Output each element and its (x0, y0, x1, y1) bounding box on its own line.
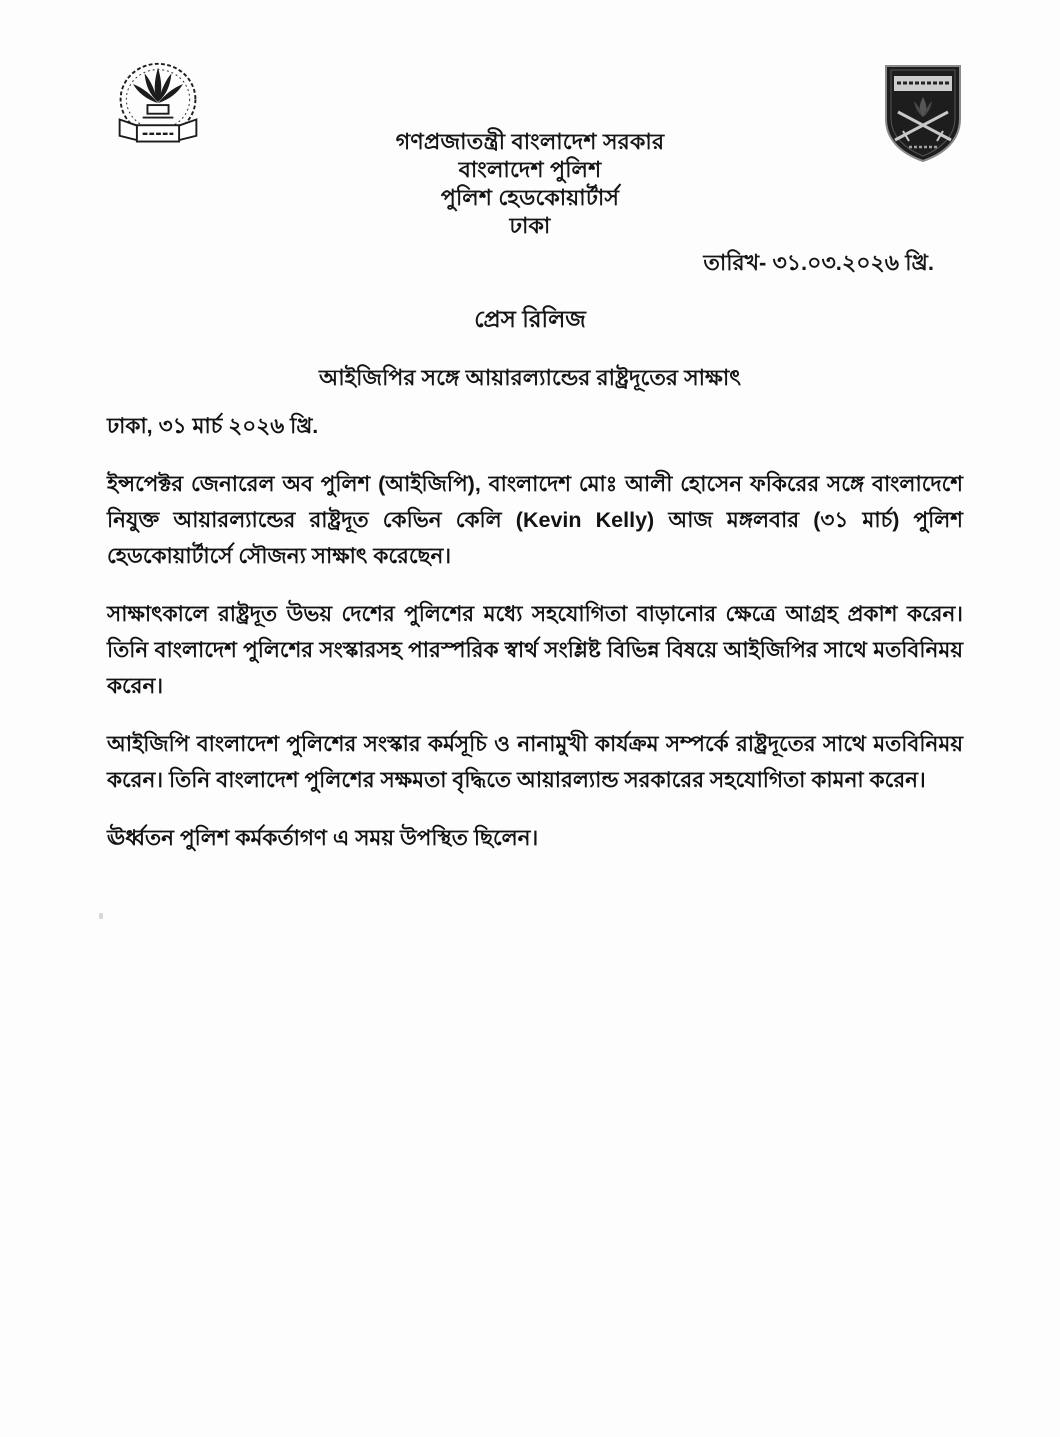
letterhead-line-organization: বাংলাদেশ পুলিশ (458, 157, 602, 182)
press-release-subtitle: আইজিপির সঙ্গে আয়ারল্যান্ডের রাষ্ট্রদূতের সাক্ষাৎ (319, 365, 741, 390)
letterhead-line-government: গণপ্রজাতন্ত্রী বাংলাদেশ সরকার (395, 129, 665, 154)
body-paragraph: সাক্ষাৎকালে রাষ্ট্রদূত উভয় দেশের পুলিশের মধ্যে সহযোগিতা বাড়ানোর ক্ষেত্রে আগ্রহ প্রকাশ করেন। তিনি বাংলাদেশ পুলিশের সংস্কারসহ পারস্পরিক স্বার্থ সংশ্লিষ্ট বিভিন্ন বিষয়ে আইজিপির সাথে মতবিনিময় করেন। (107, 602, 963, 698)
body-text (107, 408, 963, 878)
body-paragraph: আইজিপি বাংলাদেশ পুলিশের সংস্কার কর্মসূচি ও নানামুখী কার্যক্রম সম্পর্কে রাষ্ট্রদূতের সাথে মতবিনিময় করেন। তিনি বাংলাদেশ পুলিশের সক্ষমতা বৃদ্ধিতে আয়ারল্যান্ড সরকারের সহযোগিতা কামনা করেন। (107, 732, 963, 792)
letterhead-line-office: পুলিশ হেডকোয়ার্টার্স (440, 185, 620, 210)
body-paragraph: ঊর্ধ্বতন পুলিশ কর্মকর্তাগণ এ সময় উপস্থিত ছিলেন। (107, 826, 539, 850)
letterhead (0, 128, 1060, 240)
scan-artifact (99, 913, 103, 919)
body-paragraph: ইন্সপেক্টর জেনারেল অব পুলিশ (আইজিপি), বাংলাদেশ মোঃ আলী হোসেন ফকিরের সঙ্গে বাংলাদেশে নিযুক্ত আয়ারল্যান্ডের রাষ্ট্রদূত কেভিন কেলি (Kevin Kelly) আজ মঙ্গলবার (৩১ মার্চ) পুলিশ হেডকোয়ার্টার্সে সৌজন্য সাক্ষাৎ করেছেন। (107, 472, 963, 568)
press-release-title: প্রেস রিলিজ (474, 306, 586, 332)
dateline: ঢাকা, ৩১ মার্চ ২০২৬ খ্রি. (107, 414, 319, 438)
letterhead-line-city: ঢাকা (509, 213, 551, 238)
date-line: তারিখ- ৩১.০৩.২০২৬ খ্রি. (703, 250, 934, 275)
